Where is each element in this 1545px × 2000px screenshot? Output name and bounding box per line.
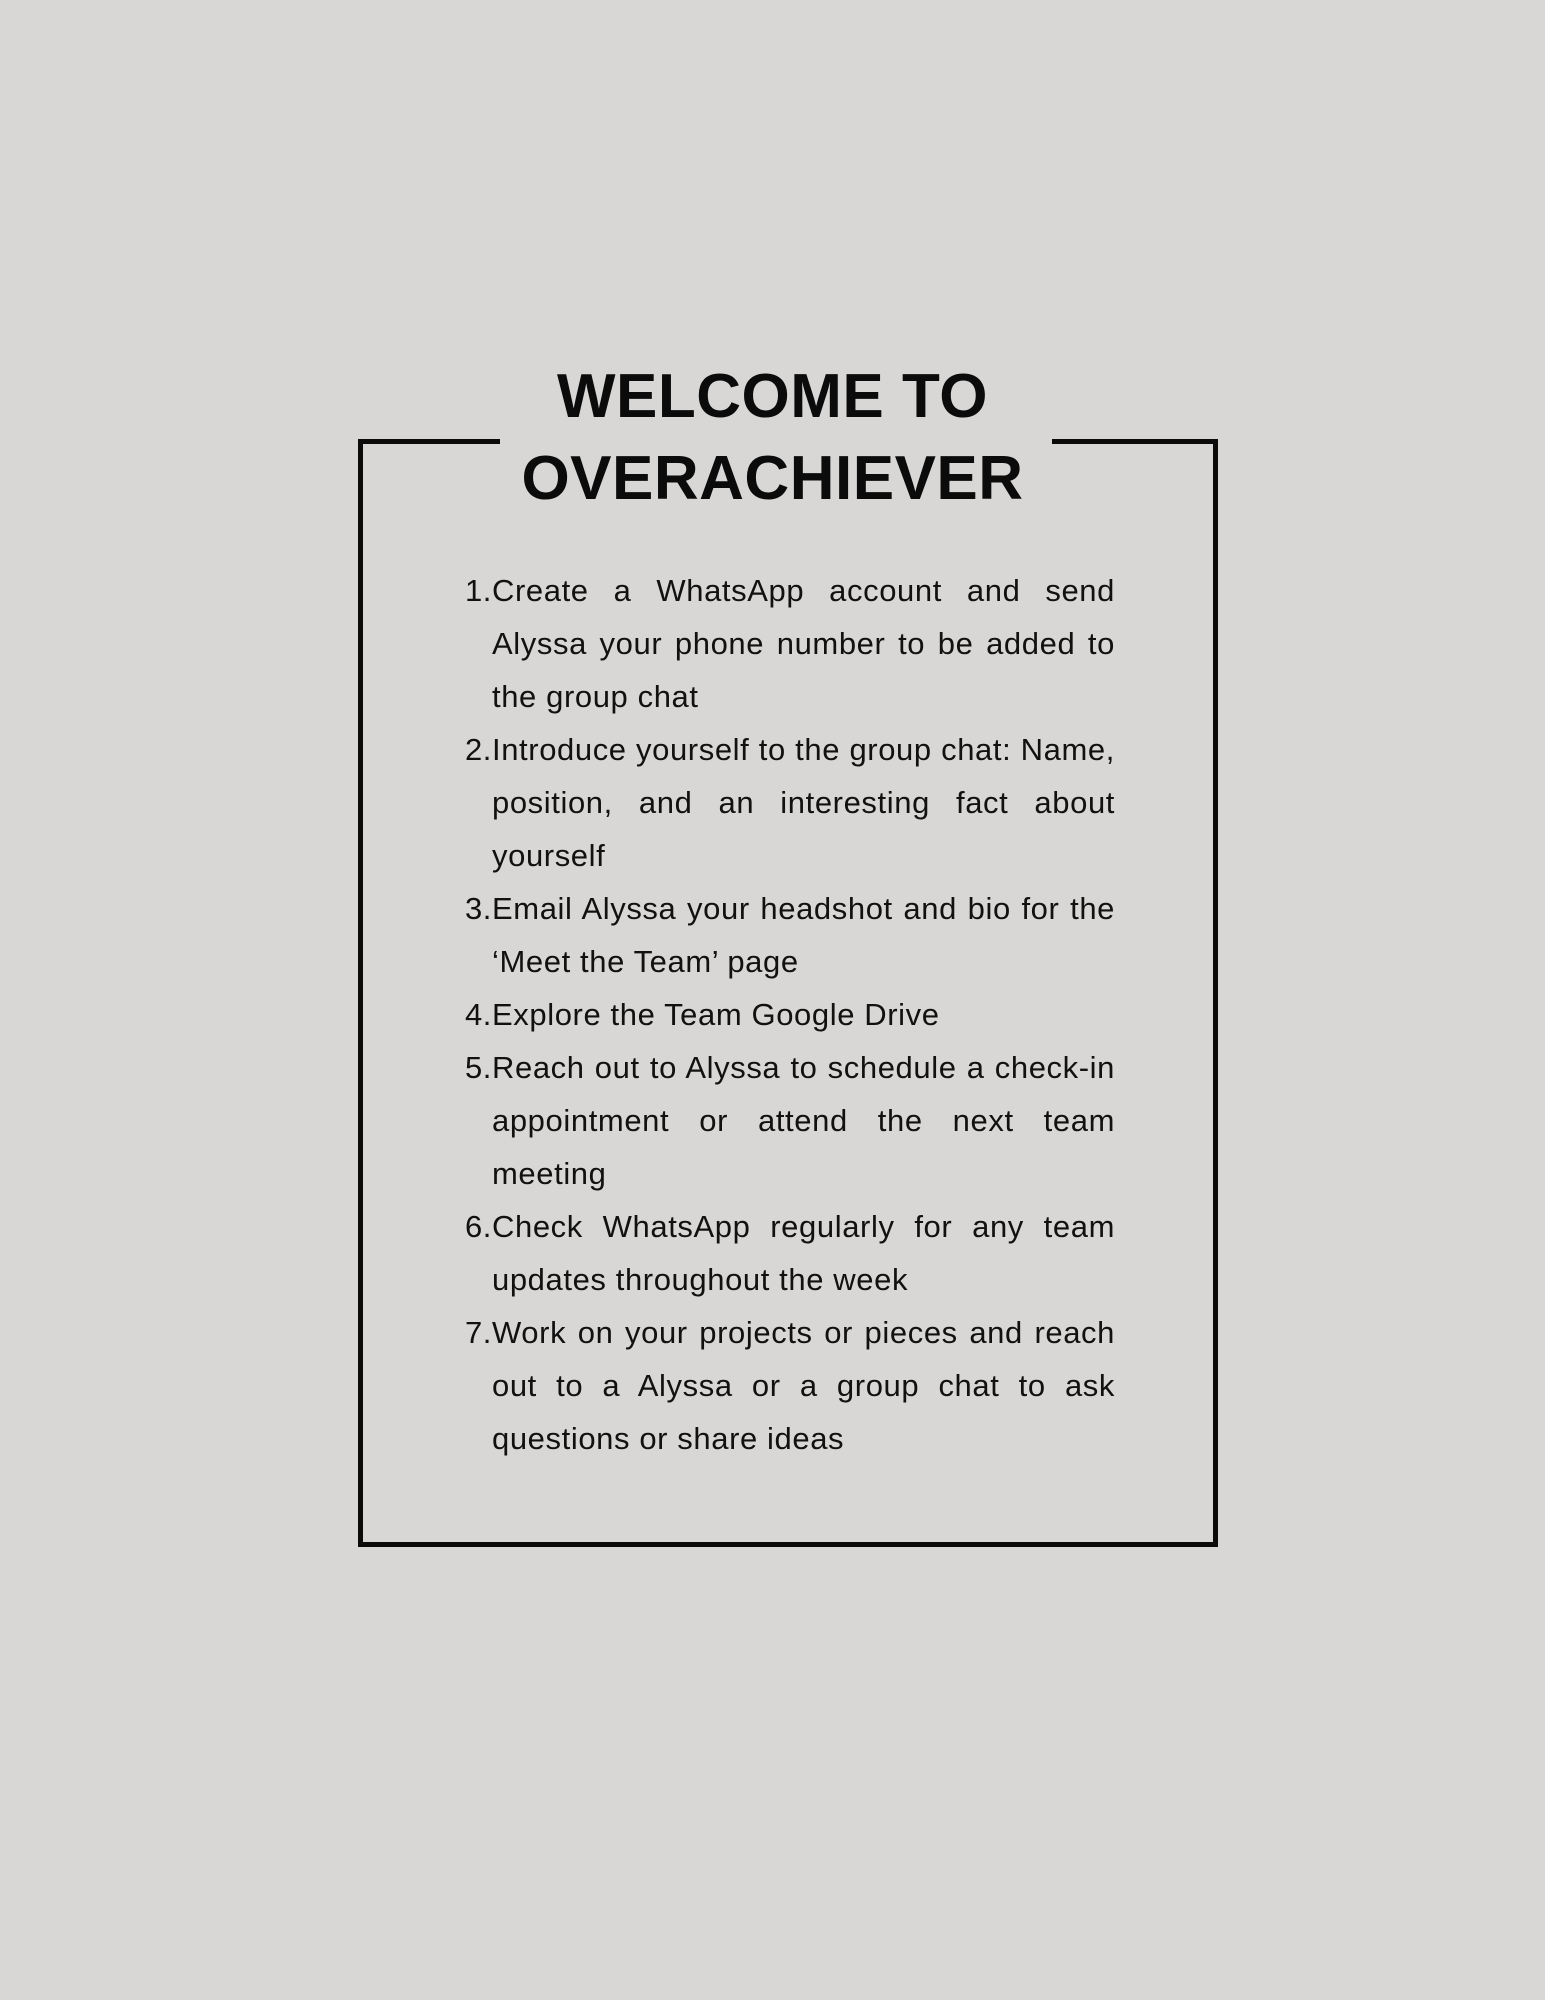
onboarding-step: [450, 988, 1115, 1041]
page-title-line-2: OVERACHIEVER: [521, 444, 1024, 513]
onboarding-step: [450, 1200, 1115, 1306]
page-title: [450, 356, 1095, 520]
step-text: Email Alyssa your headshot and bio for the ‘Meet the Team’ page: [492, 891, 1115, 979]
onboarding-steps-list: [450, 564, 1115, 1465]
step-text: Explore the Team Google Drive: [492, 997, 940, 1032]
onboarding-step: [450, 564, 1115, 723]
step-number: 2.: [464, 732, 492, 767]
step-number: 6.: [464, 1209, 492, 1244]
step-number: 1.: [464, 573, 492, 608]
step-text: Reach out to Alyssa to schedule a check-in appointment or attend the next team meeting: [492, 1050, 1115, 1191]
step-number: 7.: [464, 1315, 492, 1350]
onboarding-step: [450, 723, 1115, 882]
onboarding-step: [450, 882, 1115, 988]
step-text: Introduce yourself to the group chat: Name, position, and an interesting fact about yourself: [492, 732, 1115, 873]
step-number: 3.: [464, 891, 492, 926]
onboarding-step: [450, 1041, 1115, 1200]
onboarding-step: [450, 1306, 1115, 1465]
step-number: 4.: [464, 997, 492, 1032]
step-text: Check WhatsApp regularly for any team updates throughout the week: [492, 1209, 1115, 1297]
step-text: Create a WhatsApp account and send Alyssa your phone number to be added to the group chat: [492, 573, 1115, 714]
step-number: 5.: [464, 1050, 492, 1085]
page-title-line-1: WELCOME TO: [557, 362, 988, 431]
step-text: Work on your projects or pieces and reach out to a Alyssa or a group chat to ask questions or share ideas: [492, 1315, 1115, 1456]
